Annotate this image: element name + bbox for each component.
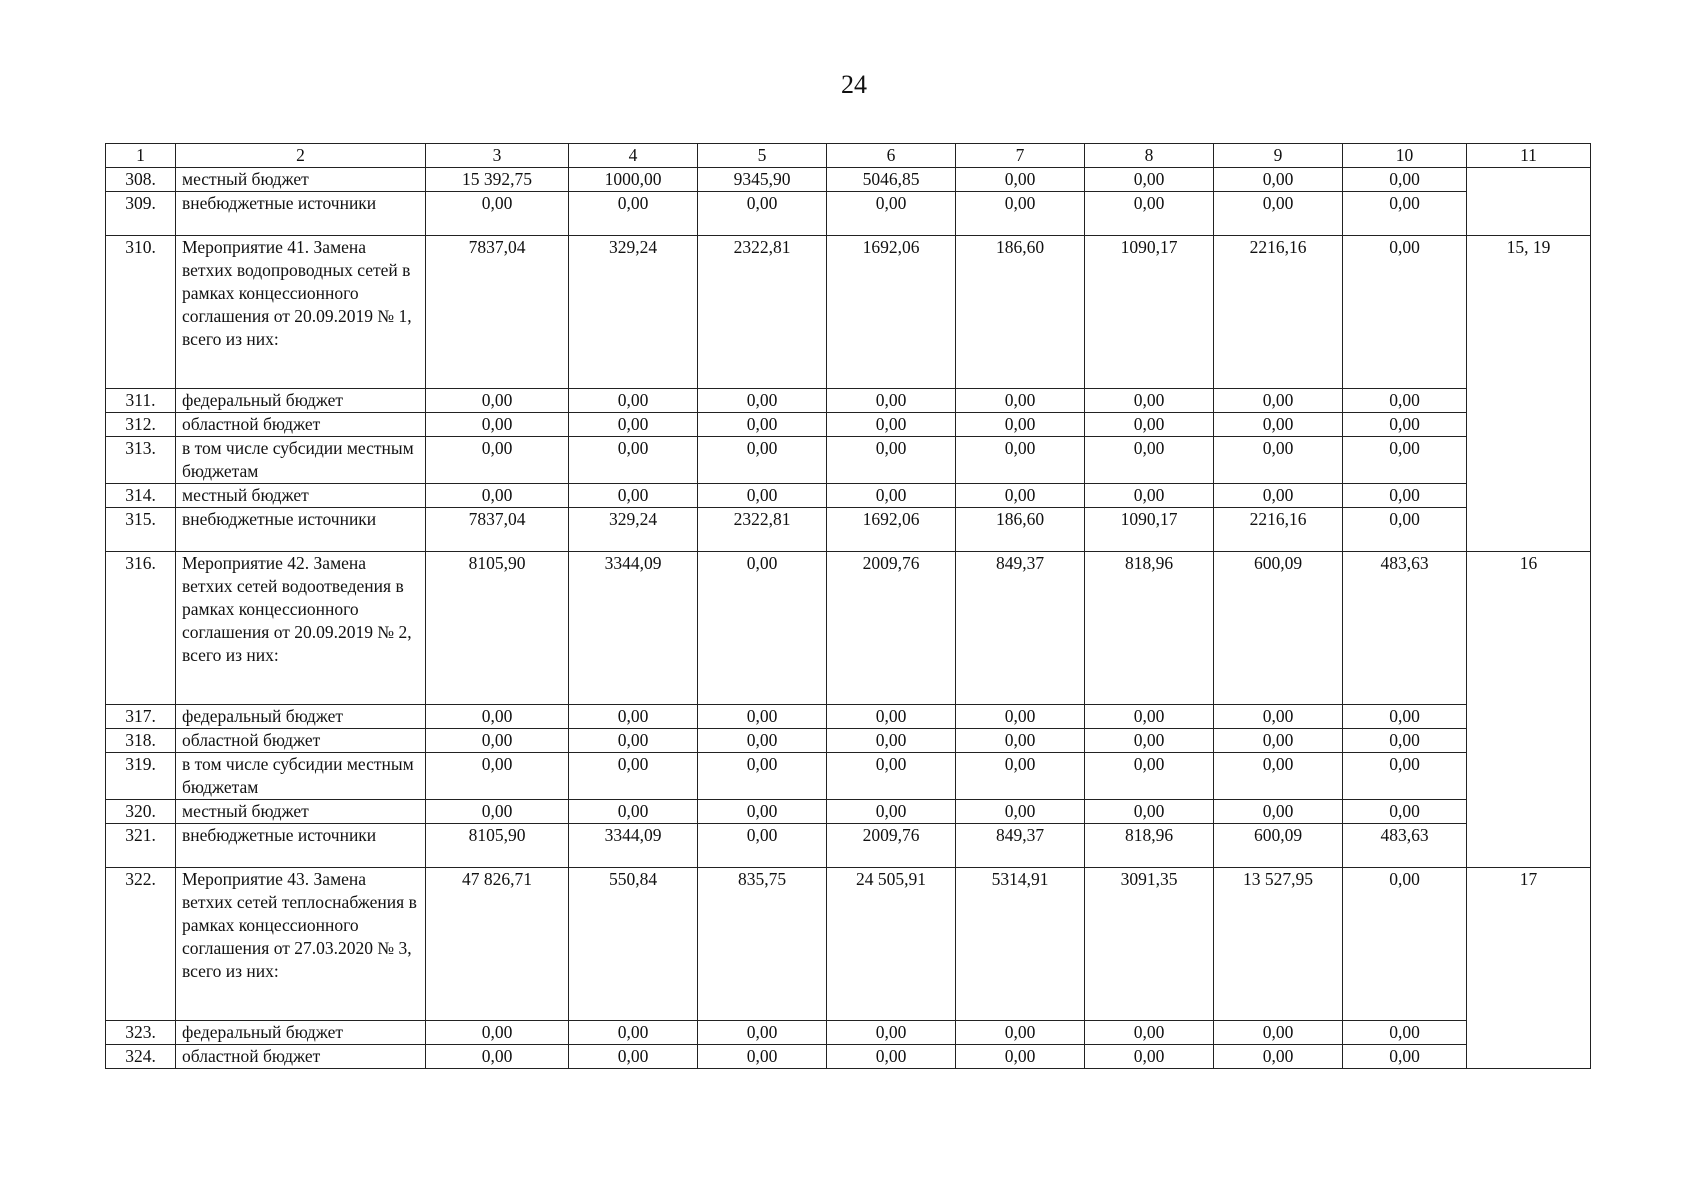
row-number: 317. bbox=[106, 705, 176, 729]
value-cell: 0,00 bbox=[1085, 389, 1214, 413]
value-cell: 849,37 bbox=[956, 824, 1085, 868]
value-cell: 0,00 bbox=[1214, 800, 1343, 824]
value-cell: 600,09 bbox=[1214, 824, 1343, 868]
value-cell: 0,00 bbox=[1214, 729, 1343, 753]
value-cell: 0,00 bbox=[1214, 168, 1343, 192]
table-row bbox=[106, 484, 1591, 508]
row-number: 319. bbox=[106, 753, 176, 800]
value-cell: 0,00 bbox=[698, 705, 827, 729]
value-cell: 0,00 bbox=[569, 484, 698, 508]
value-cell: 0,00 bbox=[698, 192, 827, 236]
value-cell: 0,00 bbox=[1343, 437, 1467, 484]
value-cell: 0,00 bbox=[1214, 705, 1343, 729]
page-number: 24 bbox=[841, 70, 867, 99]
value-cell: 0,00 bbox=[698, 484, 827, 508]
table-row bbox=[106, 729, 1591, 753]
row-number: 321. bbox=[106, 824, 176, 868]
table-row bbox=[106, 705, 1591, 729]
note-cell: 16 bbox=[1467, 552, 1591, 868]
header-cell: 6 bbox=[827, 144, 956, 168]
value-cell: 0,00 bbox=[426, 484, 569, 508]
row-name: в том числе субсидии местным бюджетам bbox=[176, 753, 426, 800]
value-cell: 1000,00 bbox=[569, 168, 698, 192]
row-number: 315. bbox=[106, 508, 176, 552]
value-cell: 0,00 bbox=[1085, 437, 1214, 484]
value-cell: 0,00 bbox=[569, 437, 698, 484]
value-cell: 0,00 bbox=[1343, 236, 1467, 389]
row-number: 318. bbox=[106, 729, 176, 753]
value-cell: 0,00 bbox=[698, 824, 827, 868]
value-cell: 5046,85 bbox=[827, 168, 956, 192]
value-cell: 0,00 bbox=[1085, 729, 1214, 753]
value-cell: 2216,16 bbox=[1214, 236, 1343, 389]
row-number: 323. bbox=[106, 1021, 176, 1045]
value-cell: 0,00 bbox=[426, 753, 569, 800]
value-cell: 0,00 bbox=[426, 800, 569, 824]
value-cell: 0,00 bbox=[1214, 389, 1343, 413]
value-cell: 0,00 bbox=[956, 437, 1085, 484]
header-cell: 4 bbox=[569, 144, 698, 168]
value-cell: 0,00 bbox=[569, 1045, 698, 1069]
value-cell: 0,00 bbox=[1343, 868, 1467, 1021]
value-cell: 0,00 bbox=[1085, 800, 1214, 824]
value-cell: 0,00 bbox=[1085, 413, 1214, 437]
header-cell: 7 bbox=[956, 144, 1085, 168]
row-name: областной бюджет bbox=[176, 729, 426, 753]
value-cell: 0,00 bbox=[1343, 484, 1467, 508]
value-cell: 0,00 bbox=[426, 437, 569, 484]
value-cell: 5314,91 bbox=[956, 868, 1085, 1021]
row-name: Мероприятие 43. Замена ветхих сетей теплоснабжения в рамках концессионного соглашения от 27.03.2020 № 3, всего из них: bbox=[176, 868, 426, 1021]
row-number: 324. bbox=[106, 1045, 176, 1069]
value-cell: 0,00 bbox=[956, 729, 1085, 753]
value-cell: 1090,17 bbox=[1085, 236, 1214, 389]
table-row bbox=[106, 800, 1591, 824]
value-cell: 0,00 bbox=[956, 800, 1085, 824]
value-cell: 0,00 bbox=[1343, 168, 1467, 192]
value-cell: 0,00 bbox=[1343, 800, 1467, 824]
header-cell: 2 bbox=[176, 144, 426, 168]
value-cell: 0,00 bbox=[1085, 1045, 1214, 1069]
value-cell: 0,00 bbox=[1343, 705, 1467, 729]
row-name: местный бюджет bbox=[176, 484, 426, 508]
value-cell: 8105,90 bbox=[426, 552, 569, 705]
value-cell: 0,00 bbox=[426, 729, 569, 753]
value-cell: 0,00 bbox=[956, 1045, 1085, 1069]
value-cell: 0,00 bbox=[827, 389, 956, 413]
value-cell: 0,00 bbox=[569, 729, 698, 753]
row-number: 314. bbox=[106, 484, 176, 508]
value-cell: 0,00 bbox=[956, 389, 1085, 413]
value-cell: 1692,06 bbox=[827, 508, 956, 552]
value-cell: 7837,04 bbox=[426, 508, 569, 552]
row-name: внебюджетные источники bbox=[176, 508, 426, 552]
value-cell: 15 392,75 bbox=[426, 168, 569, 192]
value-cell: 0,00 bbox=[698, 389, 827, 413]
row-name: федеральный бюджет bbox=[176, 1021, 426, 1045]
value-cell: 0,00 bbox=[698, 1045, 827, 1069]
value-cell: 818,96 bbox=[1085, 552, 1214, 705]
value-cell: 0,00 bbox=[569, 389, 698, 413]
value-cell: 0,00 bbox=[827, 437, 956, 484]
value-cell: 3344,09 bbox=[569, 824, 698, 868]
value-cell: 0,00 bbox=[698, 552, 827, 705]
table-row bbox=[106, 753, 1591, 800]
row-name: местный бюджет bbox=[176, 168, 426, 192]
row-number: 310. bbox=[106, 236, 176, 389]
value-cell: 0,00 bbox=[569, 192, 698, 236]
value-cell: 0,00 bbox=[426, 705, 569, 729]
value-cell: 0,00 bbox=[1343, 1045, 1467, 1069]
value-cell: 0,00 bbox=[1085, 753, 1214, 800]
header-cell: 9 bbox=[1214, 144, 1343, 168]
row-number: 312. bbox=[106, 413, 176, 437]
value-cell: 3091,35 bbox=[1085, 868, 1214, 1021]
row-name: в том числе субсидии местным бюджетам bbox=[176, 437, 426, 484]
table-row bbox=[106, 1045, 1591, 1069]
table-row bbox=[106, 824, 1591, 868]
value-cell: 600,09 bbox=[1214, 552, 1343, 705]
header-cell: 3 bbox=[426, 144, 569, 168]
value-cell: 0,00 bbox=[569, 413, 698, 437]
value-cell: 2009,76 bbox=[827, 824, 956, 868]
value-cell: 0,00 bbox=[426, 192, 569, 236]
value-cell: 0,00 bbox=[1214, 753, 1343, 800]
value-cell: 0,00 bbox=[1085, 192, 1214, 236]
header-cell: 10 bbox=[1343, 144, 1467, 168]
table-row bbox=[106, 389, 1591, 413]
value-cell: 0,00 bbox=[569, 800, 698, 824]
value-cell: 0,00 bbox=[1085, 705, 1214, 729]
value-cell: 835,75 bbox=[698, 868, 827, 1021]
value-cell: 0,00 bbox=[956, 168, 1085, 192]
value-cell: 0,00 bbox=[1085, 1021, 1214, 1045]
value-cell: 0,00 bbox=[827, 1021, 956, 1045]
row-name: федеральный бюджет bbox=[176, 389, 426, 413]
value-cell: 483,63 bbox=[1343, 824, 1467, 868]
value-cell: 0,00 bbox=[1343, 389, 1467, 413]
value-cell: 186,60 bbox=[956, 236, 1085, 389]
value-cell: 0,00 bbox=[698, 413, 827, 437]
row-number: 316. bbox=[106, 552, 176, 705]
value-cell: 329,24 bbox=[569, 508, 698, 552]
value-cell: 0,00 bbox=[956, 413, 1085, 437]
value-cell: 186,60 bbox=[956, 508, 1085, 552]
value-cell: 0,00 bbox=[426, 1021, 569, 1045]
row-number: 311. bbox=[106, 389, 176, 413]
value-cell: 0,00 bbox=[956, 753, 1085, 800]
value-cell: 0,00 bbox=[956, 1021, 1085, 1045]
value-cell: 0,00 bbox=[426, 1045, 569, 1069]
row-name: Мероприятие 41. Замена ветхих водопроводных сетей в рамках концессионного соглашения от 20.09.2019 № 1, всего из них: bbox=[176, 236, 426, 389]
value-cell: 0,00 bbox=[426, 413, 569, 437]
header-cell: 1 bbox=[106, 144, 176, 168]
note-cell: 15, 19 bbox=[1467, 236, 1591, 552]
value-cell: 0,00 bbox=[827, 753, 956, 800]
budget-table bbox=[105, 143, 1591, 1069]
value-cell: 0,00 bbox=[827, 413, 956, 437]
table-row bbox=[106, 868, 1591, 1021]
value-cell: 0,00 bbox=[698, 800, 827, 824]
row-name: внебюджетные источники bbox=[176, 824, 426, 868]
value-cell: 9345,90 bbox=[698, 168, 827, 192]
value-cell: 8105,90 bbox=[426, 824, 569, 868]
header-cell: 11 bbox=[1467, 144, 1591, 168]
value-cell: 0,00 bbox=[956, 192, 1085, 236]
value-cell: 13 527,95 bbox=[1214, 868, 1343, 1021]
row-number: 320. bbox=[106, 800, 176, 824]
value-cell: 2322,81 bbox=[698, 236, 827, 389]
value-cell: 2322,81 bbox=[698, 508, 827, 552]
value-cell: 818,96 bbox=[1085, 824, 1214, 868]
row-name: Мероприятие 42. Замена ветхих сетей водоотведения в рамках концессионного соглашения от 20.09.2019 № 2, всего из них: bbox=[176, 552, 426, 705]
value-cell: 0,00 bbox=[1343, 1021, 1467, 1045]
value-cell: 483,63 bbox=[1343, 552, 1467, 705]
row-name: внебюджетные источники bbox=[176, 192, 426, 236]
row-name: областной бюджет bbox=[176, 413, 426, 437]
value-cell: 7837,04 bbox=[426, 236, 569, 389]
value-cell: 0,00 bbox=[1343, 508, 1467, 552]
row-name: федеральный бюджет bbox=[176, 705, 426, 729]
note-cell: 17 bbox=[1467, 868, 1591, 1069]
table-row bbox=[106, 437, 1591, 484]
row-number: 308. bbox=[106, 168, 176, 192]
row-name: областной бюджет bbox=[176, 1045, 426, 1069]
value-cell: 849,37 bbox=[956, 552, 1085, 705]
value-cell: 0,00 bbox=[569, 1021, 698, 1045]
table-row bbox=[106, 508, 1591, 552]
value-cell: 0,00 bbox=[698, 729, 827, 753]
value-cell: 0,00 bbox=[956, 705, 1085, 729]
header-cell: 5 bbox=[698, 144, 827, 168]
value-cell: 0,00 bbox=[1214, 484, 1343, 508]
table-row bbox=[106, 552, 1591, 705]
value-cell: 0,00 bbox=[827, 800, 956, 824]
value-cell: 1692,06 bbox=[827, 236, 956, 389]
table-row bbox=[106, 192, 1591, 236]
note-cell bbox=[1467, 168, 1591, 236]
value-cell: 0,00 bbox=[426, 389, 569, 413]
table-row bbox=[106, 168, 1591, 192]
row-number: 322. bbox=[106, 868, 176, 1021]
table-row bbox=[106, 236, 1591, 389]
value-cell: 0,00 bbox=[1214, 1021, 1343, 1045]
value-cell: 0,00 bbox=[1343, 729, 1467, 753]
value-cell: 0,00 bbox=[827, 192, 956, 236]
value-cell: 0,00 bbox=[1085, 484, 1214, 508]
value-cell: 0,00 bbox=[1214, 413, 1343, 437]
value-cell: 0,00 bbox=[956, 484, 1085, 508]
value-cell: 0,00 bbox=[1214, 437, 1343, 484]
row-number: 313. bbox=[106, 437, 176, 484]
value-cell: 0,00 bbox=[698, 437, 827, 484]
table-header-row bbox=[106, 144, 1591, 168]
value-cell: 0,00 bbox=[1343, 192, 1467, 236]
value-cell: 0,00 bbox=[1343, 753, 1467, 800]
value-cell: 2216,16 bbox=[1214, 508, 1343, 552]
value-cell: 0,00 bbox=[569, 705, 698, 729]
value-cell: 0,00 bbox=[1214, 1045, 1343, 1069]
table-row bbox=[106, 1021, 1591, 1045]
value-cell: 0,00 bbox=[698, 1021, 827, 1045]
value-cell: 0,00 bbox=[827, 729, 956, 753]
value-cell: 0,00 bbox=[1085, 168, 1214, 192]
value-cell: 0,00 bbox=[569, 753, 698, 800]
row-number: 309. bbox=[106, 192, 176, 236]
value-cell: 47 826,71 bbox=[426, 868, 569, 1021]
row-name: местный бюджет bbox=[176, 800, 426, 824]
header-cell: 8 bbox=[1085, 144, 1214, 168]
value-cell: 0,00 bbox=[827, 484, 956, 508]
value-cell: 329,24 bbox=[569, 236, 698, 389]
value-cell: 0,00 bbox=[1214, 192, 1343, 236]
value-cell: 550,84 bbox=[569, 868, 698, 1021]
value-cell: 0,00 bbox=[827, 1045, 956, 1069]
value-cell: 24 505,91 bbox=[827, 868, 956, 1021]
value-cell: 3344,09 bbox=[569, 552, 698, 705]
value-cell: 0,00 bbox=[827, 705, 956, 729]
value-cell: 1090,17 bbox=[1085, 508, 1214, 552]
value-cell: 0,00 bbox=[698, 753, 827, 800]
value-cell: 0,00 bbox=[1343, 413, 1467, 437]
value-cell: 2009,76 bbox=[827, 552, 956, 705]
table-row bbox=[106, 413, 1591, 437]
